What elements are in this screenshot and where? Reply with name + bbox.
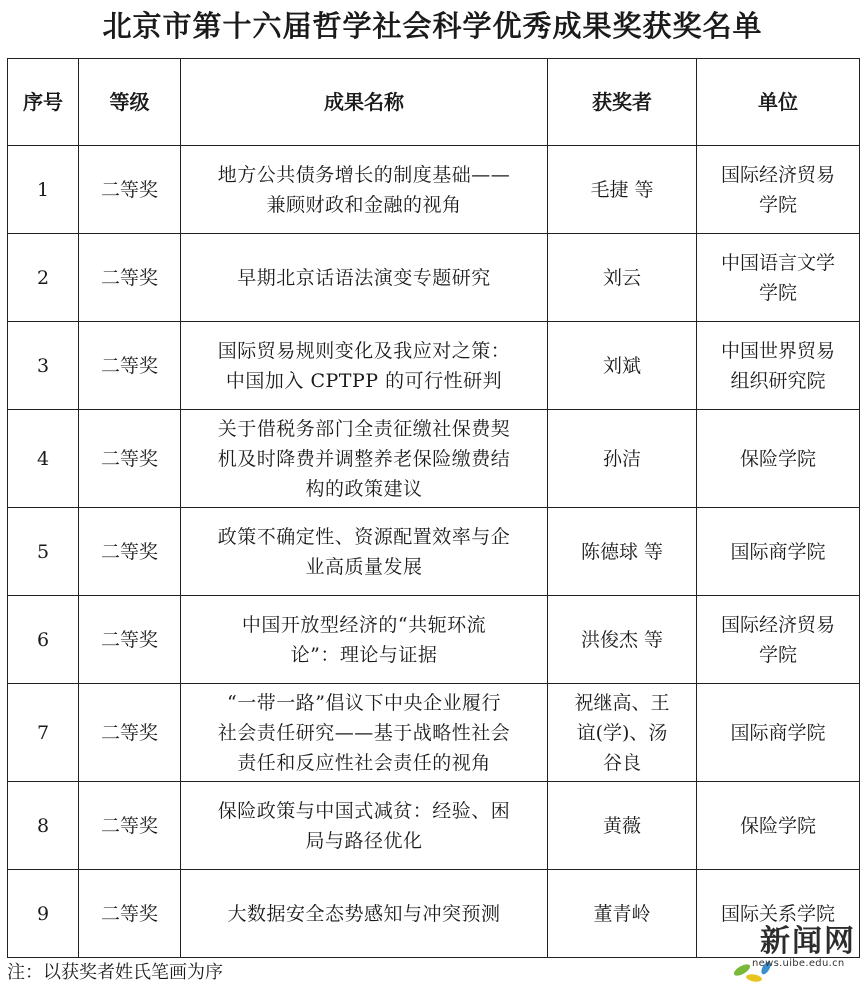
cell-winner [548, 146, 697, 234]
cell-unit [697, 146, 860, 234]
cell-unit [697, 508, 860, 596]
cell-winner [548, 782, 697, 870]
watermark-text: 新闻网 [760, 924, 856, 959]
unit-line: 组织研究院 [730, 369, 826, 392]
table-header-row [8, 59, 860, 146]
winner-line: 毛捷 等 [590, 178, 654, 201]
cell-level [79, 234, 181, 322]
winner-line: 祝继高、王 [574, 691, 670, 714]
table-row [8, 410, 860, 508]
winner-line: 谷良 [602, 751, 641, 774]
header-index: 序号 [8, 59, 79, 146]
cell-level [79, 410, 181, 508]
table-row [8, 508, 860, 596]
header-level: 等级 [79, 59, 181, 146]
cell-unit [697, 596, 860, 684]
work-title-line: 兼顾财政和金融的视角 [266, 193, 462, 216]
table-row [8, 684, 860, 782]
work-title-line: 政策不确定性、资源配置效率与企 [217, 525, 511, 548]
row-index: 3 [36, 354, 50, 377]
cell-unit [697, 234, 860, 322]
cell-level [79, 870, 181, 958]
cell-work [181, 146, 548, 234]
header-work: 成果名称 [181, 59, 548, 146]
table-body [8, 146, 860, 958]
unit-line: 国际商学院 [730, 540, 826, 563]
awards-table [7, 58, 860, 958]
row-index: 9 [36, 902, 50, 925]
winner-line: 陈德球 等 [580, 540, 664, 563]
work-title-line: 大数据安全态势感知与冲突预测 [227, 902, 501, 925]
cell-level [79, 508, 181, 596]
work-title-line: 机及时降费并调整养老保险缴费结 [217, 447, 511, 470]
cell-index [8, 322, 79, 410]
unit-line: 学院 [758, 281, 797, 304]
work-title-line: 地方公共债务增长的制度基础—— [217, 163, 511, 186]
cell-level [79, 684, 181, 782]
row-level: 二等奖 [100, 902, 158, 925]
row-level: 二等奖 [100, 354, 158, 377]
row-index: 5 [36, 540, 50, 563]
unit-line: 保险学院 [739, 447, 816, 470]
row-level: 二等奖 [100, 178, 158, 201]
work-title-line: 中国开放型经济的“共轭环流 [241, 613, 487, 636]
cell-index [8, 870, 79, 958]
work-title-line: 早期北京话语法演变专题研究 [237, 266, 491, 289]
unit-line: 学院 [758, 193, 797, 216]
row-level: 二等奖 [100, 266, 158, 289]
winner-line: 刘云 [602, 266, 641, 289]
cell-work [181, 684, 548, 782]
cell-level [79, 322, 181, 410]
cell-unit [697, 684, 860, 782]
unit-line: 国际经济贸易 [720, 613, 835, 636]
work-title-line: 责任和反应性社会责任的视角 [237, 751, 491, 774]
unit-line: 国际商学院 [730, 721, 826, 744]
cell-unit [697, 782, 860, 870]
cell-work [181, 322, 548, 410]
row-level: 二等奖 [100, 814, 158, 837]
cell-index [8, 596, 79, 684]
row-level: 二等奖 [100, 447, 158, 470]
header-unit: 单位 [697, 59, 860, 146]
cell-winner [548, 234, 697, 322]
cell-level [79, 782, 181, 870]
winner-line: 黄薇 [602, 814, 641, 837]
cell-winner [548, 870, 697, 958]
unit-line: 国际关系学院 [720, 902, 835, 925]
cell-index [8, 234, 79, 322]
row-index: 6 [36, 628, 50, 651]
work-title-line: 社会责任研究——基于战略性社会 [217, 721, 511, 744]
cell-index [8, 410, 79, 508]
unit-line: 中国世界贸易 [720, 339, 835, 362]
work-title-line: 局与路径优化 [305, 829, 423, 852]
row-index: 7 [36, 721, 50, 744]
cell-level [79, 146, 181, 234]
watermark-url: news.uibe.edu.cn [752, 958, 845, 969]
row-level: 二等奖 [100, 540, 158, 563]
page-title: 北京市第十六届哲学社会科学优秀成果奖获奖名单 [102, 9, 763, 43]
row-index: 1 [36, 178, 50, 201]
work-title-line: 国际贸易规则变化及我应对之策： [217, 339, 511, 362]
table-row [8, 146, 860, 234]
cell-work [181, 234, 548, 322]
cell-unit [697, 410, 860, 508]
unit-line: 学院 [758, 643, 797, 666]
cell-winner [548, 684, 697, 782]
cell-index [8, 684, 79, 782]
work-title-line: 论”：理论与证据 [290, 643, 438, 666]
cell-work [181, 782, 548, 870]
row-index: 4 [36, 447, 50, 470]
table-row [8, 322, 860, 410]
winner-line: 谊(学)、汤 [576, 721, 668, 744]
row-index: 2 [36, 266, 50, 289]
cell-index [8, 782, 79, 870]
cell-unit [697, 322, 860, 410]
row-level: 二等奖 [100, 721, 158, 744]
cell-work [181, 508, 548, 596]
cell-work [181, 870, 548, 958]
winner-line: 洪俊杰 等 [580, 628, 664, 651]
work-title-line: 中国加入 CPTPP 的可行性研判 [225, 369, 503, 392]
winner-line: 董青岭 [593, 902, 651, 925]
header-winner: 获奖者 [548, 59, 697, 146]
cell-winner [548, 596, 697, 684]
cell-winner [548, 410, 697, 508]
table-row [8, 782, 860, 870]
cell-level [79, 596, 181, 684]
work-title-line: 构的政策建议 [305, 477, 423, 500]
work-title-line: 保险政策与中国式减贫：经验、困 [217, 799, 511, 822]
row-index: 8 [36, 814, 50, 837]
table-row [8, 234, 860, 322]
cell-winner [548, 508, 697, 596]
row-level: 二等奖 [100, 628, 158, 651]
table-row [8, 596, 860, 684]
unit-line: 国际经济贸易 [720, 163, 835, 186]
cell-winner [548, 322, 697, 410]
winner-line: 孙洁 [602, 447, 641, 470]
footnote: 注：以获奖者姓氏笔画为序 [7, 962, 223, 983]
cell-work [181, 410, 548, 508]
cell-index [8, 146, 79, 234]
winner-line: 刘斌 [602, 354, 641, 377]
work-title-line: “一带一路”倡议下中央企业履行 [227, 691, 501, 714]
work-title-line: 业高质量发展 [305, 555, 423, 578]
work-title-line: 关于借税务部门全责征缴社保费契 [217, 417, 511, 440]
cell-index [8, 508, 79, 596]
unit-line: 保险学院 [739, 814, 816, 837]
unit-line: 中国语言文学 [720, 251, 835, 274]
cell-work [181, 596, 548, 684]
